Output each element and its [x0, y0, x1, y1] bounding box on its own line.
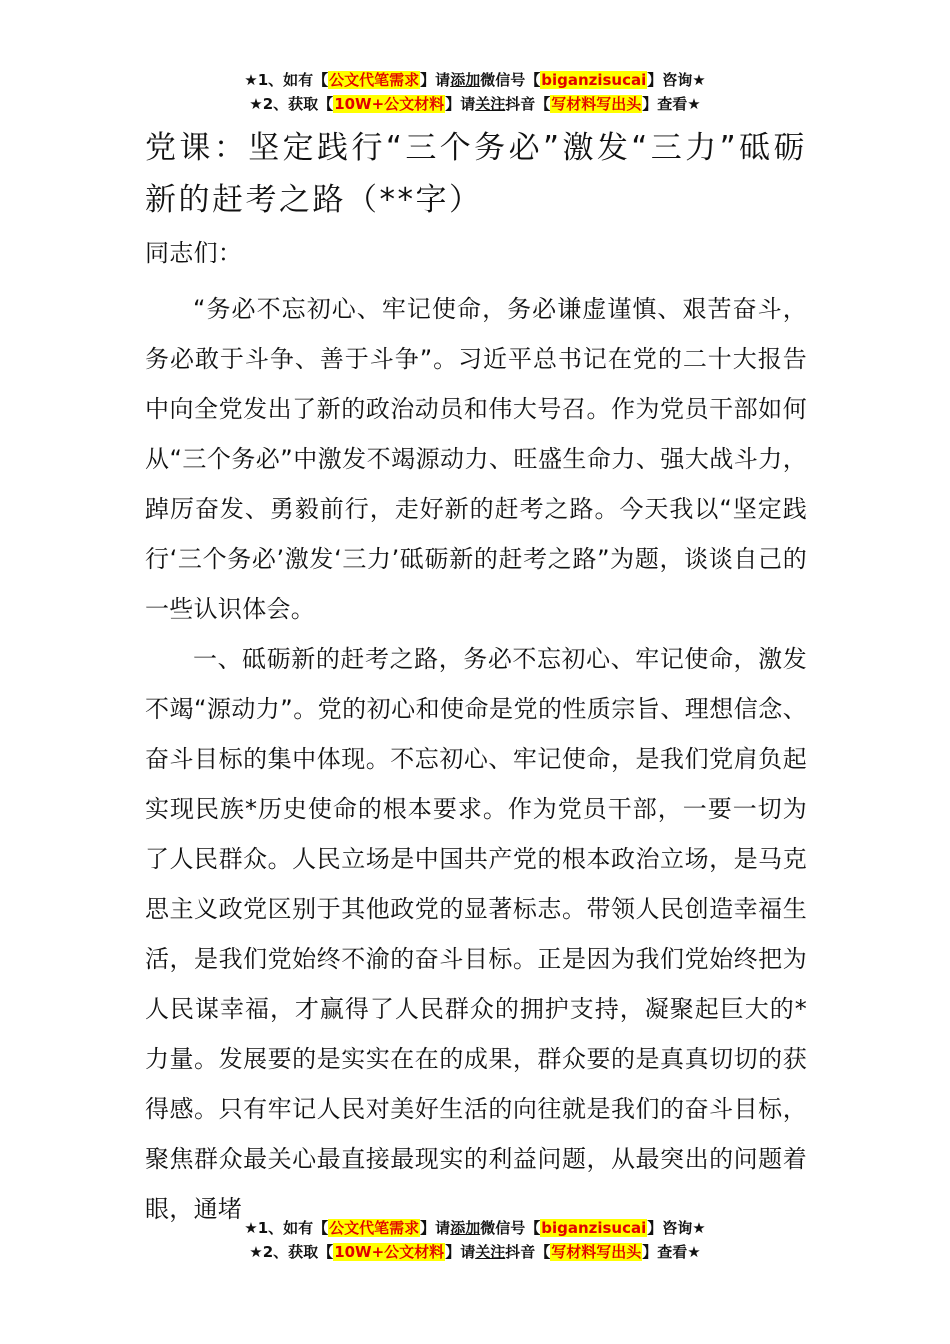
promo-text: 】请	[445, 95, 476, 113]
section-1-paragraph	[145, 634, 807, 1234]
promo-douyin-id: 写材料写出头	[551, 95, 642, 113]
section-1-heading: 一、砥砺新的赶考之路，务必不忘初心、牢记使命，激发不竭“源动力”。	[145, 645, 807, 723]
promo-highlight: 10W+公文材料	[334, 1243, 445, 1261]
promo-line-1	[0, 1216, 950, 1240]
greeting: 同志们：	[145, 239, 243, 267]
promo-wechat-id: biganzisucai	[541, 1219, 647, 1237]
promo-text: 】请	[420, 71, 451, 89]
promo-banner-bottom	[0, 1216, 950, 1264]
promo-line-2	[0, 1240, 950, 1264]
promo-line-2	[0, 92, 950, 116]
promo-banner-top	[0, 68, 950, 116]
promo-text: 微信号【	[480, 71, 541, 89]
promo-text: 】咨询★	[647, 1219, 706, 1237]
promo-highlight: 公文代笔需求	[329, 71, 420, 89]
promo-text: 抖音【	[505, 1243, 551, 1261]
document-body	[145, 122, 807, 1234]
promo-text: 】咨询★	[647, 71, 706, 89]
promo-text: 】查看★	[642, 1243, 701, 1261]
promo-wechat-id: biganzisucai	[541, 71, 647, 89]
promo-text: ★1、如有【	[244, 1219, 329, 1237]
promo-highlight: 公文代笔需求	[329, 1219, 420, 1237]
promo-douyin-id: 写材料写出头	[551, 1243, 642, 1261]
promo-text: ★2、获取【	[249, 95, 334, 113]
promo-highlight: 10W+公文材料	[334, 95, 445, 113]
promo-text: 】请	[445, 1243, 476, 1261]
promo-text: ★1、如有【	[244, 71, 329, 89]
document-title: 党课：坚定践行“三个务必”激发“三力”砥砺新的赶考之路（**字）	[145, 130, 807, 218]
promo-text: 】查看★	[642, 95, 701, 113]
section-1-body: 党的初心和使命是党的性质宗旨、理想信念、奋斗目标的集中体现。不忘初心、牢记使命，是我们党肩负起实现民族*历史使命的根本要求。作为党员干部，一要一切为了人民群众。人民立场是中国共产党的根本政治立场，是马克思主义政党区别于其他政党的显著标志。带领人民创造幸福生活，是我们党始终不渝的奋斗目标。正是因为我们党始终把为人民谋幸福，才赢得了人民群众的拥护支持，凝聚起巨大的*力量。发展要的是实实在在的成果，群众要的是真真切切的获得感。只有牢记人民对美好生活的向往就是我们的奋斗目标，聚焦群众最关心最直接最现实的利益问题，从最突出的问题着眼，通堵	[145, 695, 807, 1223]
promo-text: 微信号【	[480, 1219, 541, 1237]
promo-underline: 关注	[475, 95, 506, 113]
promo-text: 】请	[420, 1219, 451, 1237]
promo-text: 抖音【	[505, 95, 551, 113]
promo-text: ★2、获取【	[249, 1243, 334, 1261]
promo-underline: 添加	[450, 1219, 481, 1237]
promo-underline: 添加	[450, 71, 481, 89]
promo-line-1	[0, 68, 950, 92]
promo-underline: 关注	[475, 1243, 506, 1261]
intro-paragraph: “务必不忘初心、牢记使命，务必谦虚谨慎、艰苦奋斗，务必敢于斗争、善于斗争”。习近平总书记在党的二十大报告中向全党发出了新的政治动员和伟大号召。作为党员干部如何从“三个务必”中激发不竭源动力、旺盛生命力、强大战斗力，踔厉奋发、勇毅前行，走好新的赶考之路。今天我以“坚定践行‘三个务必’激发‘三力’砥砺新的赶考之路”为题，谈谈自己的一些认识体会。	[145, 295, 807, 623]
